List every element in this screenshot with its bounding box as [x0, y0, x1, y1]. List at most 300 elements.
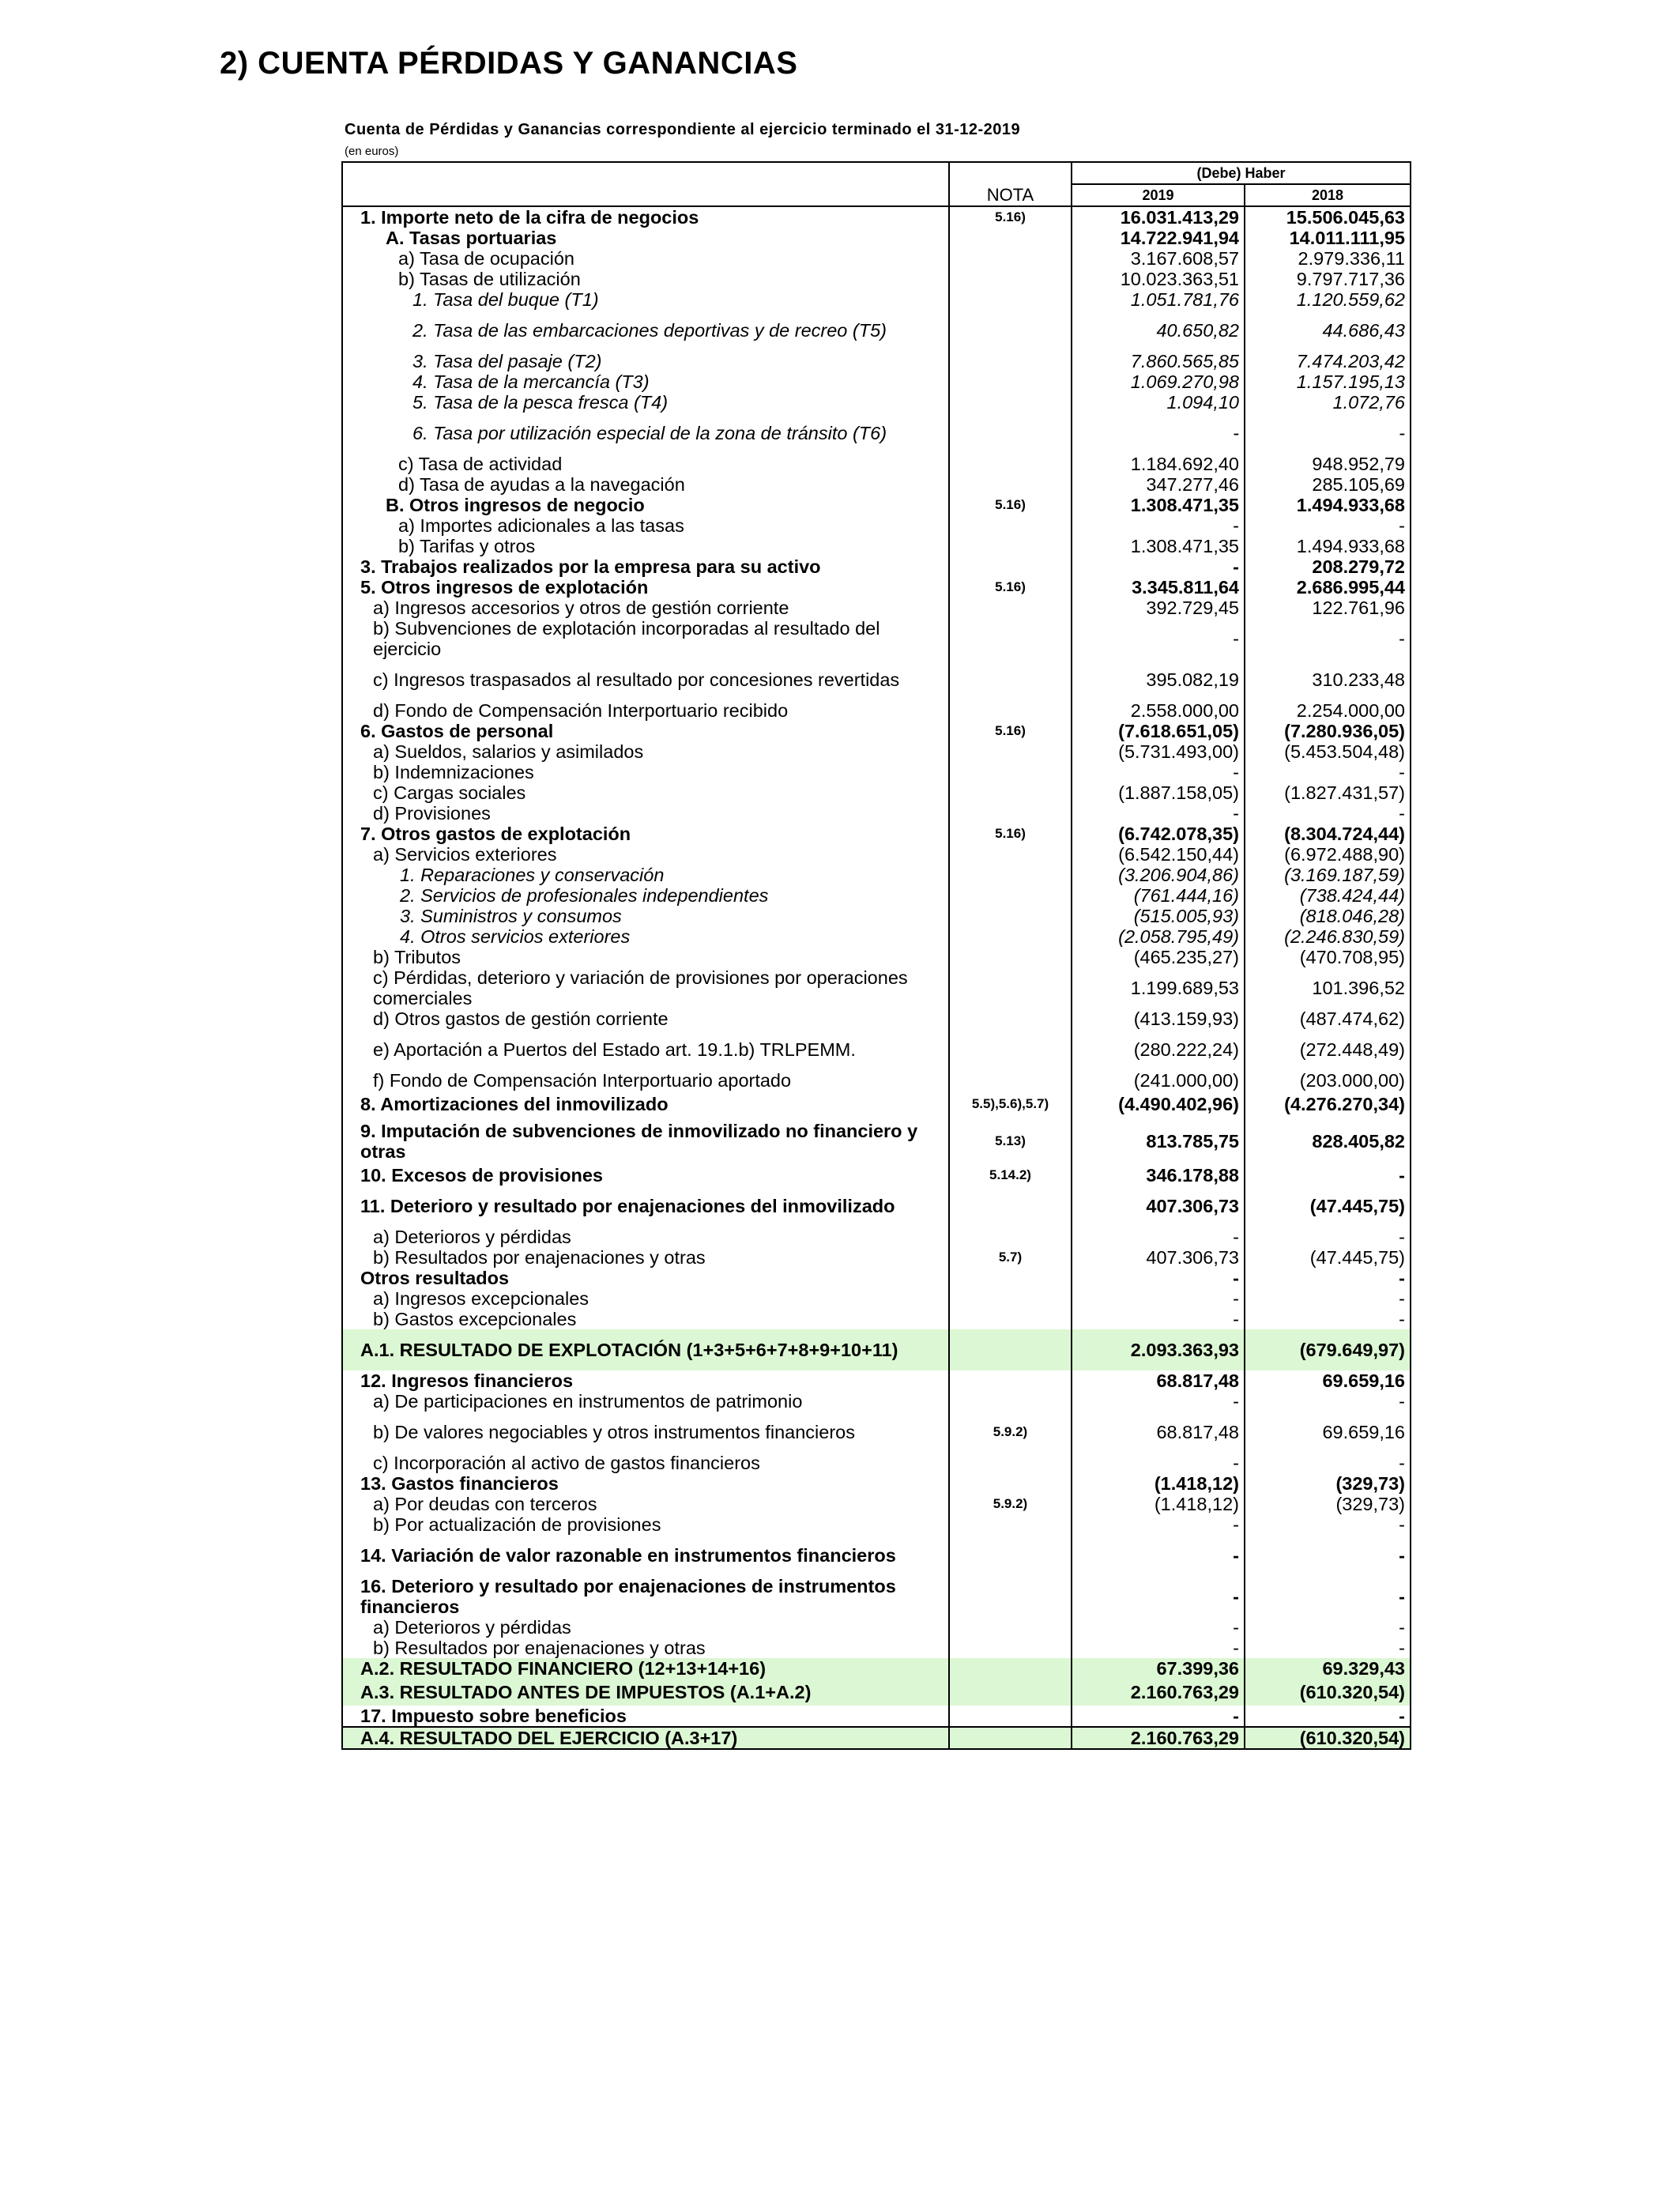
row-value-2018: -: [1245, 1576, 1411, 1617]
row-nota: [949, 515, 1072, 536]
row-value-2018: (610.320,54): [1245, 1727, 1411, 1749]
row-value-2019: 3.167.608,57: [1072, 248, 1245, 269]
row-label: A.3. RESULTADO ANTES DE IMPUESTOS (A.1+A.2): [342, 1679, 949, 1706]
row-value-2019: -: [1072, 762, 1245, 782]
row-label: 16. Deterioro y resultado por enajenaciones de instrumentos financieros: [342, 1576, 949, 1617]
table-row: [342, 1370, 1411, 1391]
row-label: 8. Amortizaciones del inmovilizado: [342, 1091, 949, 1118]
row-value-2019: -: [1072, 1309, 1245, 1329]
row-label: 4. Otros servicios exteriores: [342, 926, 949, 947]
row-label: 5. Tasa de la pesca fresca (T4): [342, 392, 949, 413]
table-row: [342, 1227, 1411, 1247]
row-label: b) De valores negociables y otros instrumentos financieros: [342, 1412, 949, 1453]
table-row: [342, 371, 1411, 392]
row-nota: [949, 351, 1072, 371]
row-nota: [949, 741, 1072, 762]
row-label: 6. Tasa por utilización especial de la zona de tránsito (T6): [342, 413, 949, 454]
row-value-2018: -: [1245, 1535, 1411, 1576]
table-row: [342, 906, 1411, 926]
table-row: [342, 1658, 1411, 1679]
row-nota: [949, 618, 1072, 659]
row-value-2018: 208.279,72: [1245, 556, 1411, 577]
row-value-2018: (7.280.936,05): [1245, 721, 1411, 741]
table-row: [342, 1535, 1411, 1576]
row-value-2019: (761.444,16): [1072, 885, 1245, 906]
currency-units-note: (en euros): [345, 145, 399, 158]
row-nota: [949, 1186, 1072, 1227]
table-row: [342, 1118, 1411, 1165]
header-year-2018: 2018: [1245, 184, 1411, 206]
row-label: a) Ingresos excepcionales: [342, 1288, 949, 1309]
row-value-2018: 69.329,43: [1245, 1658, 1411, 1679]
row-nota: 5.16): [949, 824, 1072, 844]
row-nota: [949, 865, 1072, 885]
table-row: [342, 1679, 1411, 1706]
row-nota: [949, 1391, 1072, 1412]
row-label: 10. Excesos de provisiones: [342, 1165, 949, 1186]
table-row: [342, 392, 1411, 413]
row-label: d) Tasa de ayudas a la navegación: [342, 474, 949, 495]
row-label: a) De participaciones en instrumentos de patrimonio: [342, 1391, 949, 1412]
table-row: [342, 289, 1411, 310]
row-nota: [949, 536, 1072, 556]
row-label: a) Servicios exteriores: [342, 844, 949, 865]
row-label: b) Tarifas y otros: [342, 536, 949, 556]
row-label: d) Otros gastos de gestión corriente: [342, 1008, 949, 1029]
row-value-2018: (47.445,75): [1245, 1186, 1411, 1227]
row-nota: 5.16): [949, 495, 1072, 515]
row-value-2019: (1.418,12): [1072, 1494, 1245, 1514]
row-nota: [949, 248, 1072, 269]
row-label: a) Deterioros y pérdidas: [342, 1617, 949, 1638]
row-value-2019: -: [1072, 1535, 1245, 1576]
row-value-2019: 407.306,73: [1072, 1186, 1245, 1227]
row-nota: [949, 1473, 1072, 1494]
row-value-2019: -: [1072, 1268, 1245, 1288]
row-value-2018: 2.254.000,00: [1245, 700, 1411, 721]
row-label: 2. Tasa de las embarcaciones deportivas y de recreo (T5): [342, 310, 949, 351]
table-row: [342, 700, 1411, 721]
table-row: [342, 618, 1411, 659]
row-nota: [949, 413, 1072, 454]
row-value-2019: 68.817,48: [1072, 1370, 1245, 1391]
table-row: [342, 1288, 1411, 1309]
table-row: [342, 1391, 1411, 1412]
row-value-2019: 7.860.565,85: [1072, 351, 1245, 371]
table-row: [342, 556, 1411, 577]
row-value-2019: 3.345.811,64: [1072, 577, 1245, 598]
row-value-2019: 2.558.000,00: [1072, 700, 1245, 721]
row-nota: [949, 906, 1072, 926]
header-empty-cell: [342, 162, 949, 184]
row-nota: [949, 1008, 1072, 1029]
row-value-2018: (47.445,75): [1245, 1247, 1411, 1268]
table-row: [342, 865, 1411, 885]
row-nota: [949, 1535, 1072, 1576]
row-nota: [949, 1617, 1072, 1638]
row-label: 7. Otros gastos de explotación: [342, 824, 949, 844]
table-row: [342, 577, 1411, 598]
row-value-2018: 1.494.933,68: [1245, 536, 1411, 556]
row-value-2019: -: [1072, 803, 1245, 824]
row-nota: [949, 598, 1072, 618]
row-nota: [949, 659, 1072, 700]
table-row: [342, 1473, 1411, 1494]
row-value-2018: 122.761,96: [1245, 598, 1411, 618]
row-nota: [949, 310, 1072, 351]
row-value-2018: 9.797.717,36: [1245, 269, 1411, 289]
table-row: [342, 1309, 1411, 1329]
row-value-2018: 69.659,16: [1245, 1370, 1411, 1391]
row-value-2019: (465.235,27): [1072, 947, 1245, 967]
row-label: e) Aportación a Puertos del Estado art. 19.1.b) TRLPEMM.: [342, 1029, 949, 1070]
row-nota: [949, 967, 1072, 1008]
table-row: [342, 1008, 1411, 1029]
row-label: a) Deterioros y pérdidas: [342, 1227, 949, 1247]
table-row: [342, 1165, 1411, 1186]
table-row: [342, 598, 1411, 618]
row-label: 1. Reparaciones y conservación: [342, 865, 949, 885]
row-value-2018: (5.453.504,48): [1245, 741, 1411, 762]
row-value-2019: (4.490.402,96): [1072, 1091, 1245, 1118]
row-nota: [949, 1706, 1072, 1727]
row-value-2018: 948.952,79: [1245, 454, 1411, 474]
row-value-2019: -: [1072, 1638, 1245, 1658]
row-label: a) Tasa de ocupación: [342, 248, 949, 269]
row-value-2018: 1.120.559,62: [1245, 289, 1411, 310]
row-value-2018: -: [1245, 618, 1411, 659]
row-nota: [949, 1370, 1072, 1391]
row-nota: [949, 1309, 1072, 1329]
row-value-2019: -: [1072, 556, 1245, 577]
row-value-2019: 2.160.763,29: [1072, 1727, 1245, 1749]
table-row: [342, 206, 1411, 228]
row-label: c) Pérdidas, deterioro y variación de provisiones por operaciones comerciales: [342, 967, 949, 1008]
row-value-2018: 1.157.195,13: [1245, 371, 1411, 392]
row-label: A. Tasas portuarias: [342, 228, 949, 248]
table-row: [342, 351, 1411, 371]
row-value-2018: (8.304.724,44): [1245, 824, 1411, 844]
row-label: a) Importes adicionales a las tasas: [342, 515, 949, 536]
row-nota: [949, 1268, 1072, 1288]
row-value-2018: -: [1245, 803, 1411, 824]
row-value-2018: -: [1245, 1165, 1411, 1186]
row-label: 3. Trabajos realizados por la empresa para su activo: [342, 556, 949, 577]
row-label: d) Fondo de Compensación Interportuario recibido: [342, 700, 949, 721]
row-value-2018: -: [1245, 1227, 1411, 1247]
row-value-2019: -: [1072, 1227, 1245, 1247]
row-nota: [949, 556, 1072, 577]
table-row: [342, 741, 1411, 762]
page-title: 2) CUENTA PÉRDIDAS Y GANANCIAS: [220, 46, 798, 81]
row-label: A.2. RESULTADO FINANCIERO (12+13+14+16): [342, 1658, 949, 1679]
row-value-2019: (280.222,24): [1072, 1029, 1245, 1070]
row-label: 11. Deterioro y resultado por enajenaciones del inmovilizado: [342, 1186, 949, 1227]
row-value-2019: 40.650,82: [1072, 310, 1245, 351]
row-value-2018: (487.474,62): [1245, 1008, 1411, 1029]
header-debe-haber: (Debe) Haber: [1072, 162, 1411, 184]
row-label: b) Tasas de utilización: [342, 269, 949, 289]
row-value-2018: (818.046,28): [1245, 906, 1411, 926]
table-row: [342, 1706, 1411, 1727]
row-value-2018: -: [1245, 1638, 1411, 1658]
row-label: a) Por deudas con terceros: [342, 1494, 949, 1514]
table-row: [342, 1453, 1411, 1473]
table-row: [342, 1091, 1411, 1118]
table-row: [342, 1186, 1411, 1227]
row-value-2019: 1.184.692,40: [1072, 454, 1245, 474]
row-label: c) Tasa de actividad: [342, 454, 949, 474]
row-value-2019: 407.306,73: [1072, 1247, 1245, 1268]
row-label: b) Gastos excepcionales: [342, 1309, 949, 1329]
row-value-2019: (5.731.493,00): [1072, 741, 1245, 762]
row-value-2019: -: [1072, 413, 1245, 454]
row-value-2018: -: [1245, 762, 1411, 782]
row-label: b) Indemnizaciones: [342, 762, 949, 782]
table-row: [342, 536, 1411, 556]
row-label: b) Resultados por enajenaciones y otras: [342, 1638, 949, 1658]
table-row: [342, 762, 1411, 782]
row-value-2019: 395.082,19: [1072, 659, 1245, 700]
table-row: [342, 926, 1411, 947]
row-value-2018: 101.396,52: [1245, 967, 1411, 1008]
row-value-2019: (6.742.078,35): [1072, 824, 1245, 844]
row-value-2019: (515.005,93): [1072, 906, 1245, 926]
row-value-2018: -: [1245, 413, 1411, 454]
table-row: [342, 1247, 1411, 1268]
table-row: [342, 967, 1411, 1008]
row-label: 1. Importe neto de la cifra de negocios: [342, 206, 949, 228]
row-label: B. Otros ingresos de negocio: [342, 495, 949, 515]
row-value-2018: 2.979.336,11: [1245, 248, 1411, 269]
row-value-2019: 10.023.363,51: [1072, 269, 1245, 289]
table-row: [342, 803, 1411, 824]
row-value-2019: -: [1072, 1288, 1245, 1309]
row-label: 6. Gastos de personal: [342, 721, 949, 741]
table-row: [342, 495, 1411, 515]
row-nota: [949, 392, 1072, 413]
row-nota: 5.9.2): [949, 1494, 1072, 1514]
row-value-2018: -: [1245, 1617, 1411, 1638]
row-label: Otros resultados: [342, 1268, 949, 1288]
row-value-2019: (3.206.904,86): [1072, 865, 1245, 885]
row-value-2018: -: [1245, 1453, 1411, 1473]
row-value-2018: -: [1245, 1288, 1411, 1309]
table-row: [342, 413, 1411, 454]
statement-subtitle: Cuenta de Pérdidas y Ganancias correspondiente al ejercicio terminado el 31-12-2019: [345, 121, 1021, 138]
row-value-2018: -: [1245, 1514, 1411, 1535]
row-value-2018: (679.649,97): [1245, 1329, 1411, 1370]
row-value-2018: (610.320,54): [1245, 1679, 1411, 1706]
row-value-2019: 67.399,36: [1072, 1658, 1245, 1679]
header-empty-cell: [342, 184, 949, 206]
row-value-2018: (3.169.187,59): [1245, 865, 1411, 885]
row-value-2019: -: [1072, 1576, 1245, 1617]
table-row: [342, 1268, 1411, 1288]
table-row: [342, 1070, 1411, 1091]
table-row: [342, 269, 1411, 289]
row-label: b) Resultados por enajenaciones y otras: [342, 1247, 949, 1268]
row-label: a) Sueldos, salarios y asimilados: [342, 741, 949, 762]
table-row: [342, 1494, 1411, 1514]
row-nota: 5.16): [949, 721, 1072, 741]
row-label: c) Ingresos traspasados al resultado por concesiones revertidas: [342, 659, 949, 700]
row-label: A.1. RESULTADO DE EXPLOTACIÓN (1+3+5+6+7+8+9+10+11): [342, 1329, 949, 1370]
row-value-2018: 1.072,76: [1245, 392, 1411, 413]
row-label: f) Fondo de Compensación Interportuario aportado: [342, 1070, 949, 1091]
row-nota: [949, 1576, 1072, 1617]
row-value-2018: (2.246.830,59): [1245, 926, 1411, 947]
row-value-2019: 1.199.689,53: [1072, 967, 1245, 1008]
row-label: 17. Impuesto sobre beneficios: [342, 1706, 949, 1727]
row-label: a) Ingresos accesorios y otros de gestión corriente: [342, 598, 949, 618]
row-value-2019: 1.069.270,98: [1072, 371, 1245, 392]
row-value-2018: 2.686.995,44: [1245, 577, 1411, 598]
table-row: [342, 1638, 1411, 1658]
row-nota: [949, 1727, 1072, 1749]
row-value-2019: (7.618.651,05): [1072, 721, 1245, 741]
row-label: 4. Tasa de la mercancía (T3): [342, 371, 949, 392]
row-nota: [949, 885, 1072, 906]
table-row: [342, 1727, 1411, 1749]
row-value-2019: -: [1072, 515, 1245, 536]
row-value-2018: -: [1245, 515, 1411, 536]
row-value-2019: -: [1072, 1453, 1245, 1473]
row-nota: 5.9.2): [949, 1412, 1072, 1453]
row-nota: [949, 269, 1072, 289]
row-label: d) Provisiones: [342, 803, 949, 824]
row-nota: 5.16): [949, 206, 1072, 228]
row-nota: 5.7): [949, 1247, 1072, 1268]
row-value-2019: 16.031.413,29: [1072, 206, 1245, 228]
table-row: [342, 1514, 1411, 1535]
row-nota: 5.14.2): [949, 1165, 1072, 1186]
row-nota: [949, 1329, 1072, 1370]
row-value-2019: 347.277,46: [1072, 474, 1245, 495]
row-nota: [949, 1070, 1072, 1091]
row-label: b) Tributos: [342, 947, 949, 967]
row-nota: [949, 371, 1072, 392]
row-value-2018: (329,73): [1245, 1473, 1411, 1494]
table-row: [342, 228, 1411, 248]
row-value-2018: -: [1245, 1309, 1411, 1329]
row-value-2018: (1.827.431,57): [1245, 782, 1411, 803]
row-label: 14. Variación de valor razonable en instrumentos financieros: [342, 1535, 949, 1576]
row-value-2018: -: [1245, 1706, 1411, 1727]
table-header-row-1: [342, 162, 1411, 184]
row-value-2019: 1.308.471,35: [1072, 495, 1245, 515]
table-row: [342, 515, 1411, 536]
row-nota: [949, 926, 1072, 947]
row-value-2019: 2.093.363,93: [1072, 1329, 1245, 1370]
table-header-row-2: [342, 184, 1411, 206]
table-row: [342, 1576, 1411, 1617]
row-value-2018: (6.972.488,90): [1245, 844, 1411, 865]
row-label: 3. Suministros y consumos: [342, 906, 949, 926]
row-nota: [949, 1679, 1072, 1706]
row-value-2018: 44.686,43: [1245, 310, 1411, 351]
table-row: [342, 659, 1411, 700]
table-row: [342, 454, 1411, 474]
row-nota: 5.13): [949, 1118, 1072, 1165]
table-row: [342, 885, 1411, 906]
row-value-2019: (6.542.150,44): [1072, 844, 1245, 865]
row-value-2018: (738.424,44): [1245, 885, 1411, 906]
row-nota: [949, 1638, 1072, 1658]
row-value-2019: (413.159,93): [1072, 1008, 1245, 1029]
table-row: [342, 248, 1411, 269]
table-row: [342, 782, 1411, 803]
row-nota: [949, 1288, 1072, 1309]
row-label: 9. Imputación de subvenciones de inmovilizado no financiero y otras: [342, 1118, 949, 1165]
row-value-2018: 69.659,16: [1245, 1412, 1411, 1453]
row-label: b) Subvenciones de explotación incorporadas al resultado del ejercicio: [342, 618, 949, 659]
header-empty-cell: [949, 162, 1072, 184]
row-value-2018: 828.405,82: [1245, 1118, 1411, 1165]
row-nota: [949, 228, 1072, 248]
row-value-2018: 310.233,48: [1245, 659, 1411, 700]
header-nota: NOTA: [949, 184, 1072, 206]
row-value-2019: 1.094,10: [1072, 392, 1245, 413]
row-value-2019: -: [1072, 1514, 1245, 1535]
row-label: c) Incorporación al activo de gastos financieros: [342, 1453, 949, 1473]
row-nota: 5.16): [949, 577, 1072, 598]
row-value-2019: -: [1072, 1617, 1245, 1638]
row-nota: [949, 1227, 1072, 1247]
row-label: c) Cargas sociales: [342, 782, 949, 803]
table-row: [342, 1329, 1411, 1370]
row-value-2018: 14.011.111,95: [1245, 228, 1411, 248]
row-value-2019: 2.160.763,29: [1072, 1679, 1245, 1706]
row-value-2018: (272.448,49): [1245, 1029, 1411, 1070]
row-value-2018: (329,73): [1245, 1494, 1411, 1514]
row-label: 2. Servicios de profesionales independientes: [342, 885, 949, 906]
row-value-2018: -: [1245, 1391, 1411, 1412]
row-value-2019: (241.000,00): [1072, 1070, 1245, 1091]
row-nota: [949, 803, 1072, 824]
header-year-2019: 2019: [1072, 184, 1245, 206]
row-value-2018: -: [1245, 1268, 1411, 1288]
row-nota: [949, 844, 1072, 865]
row-value-2019: 14.722.941,94: [1072, 228, 1245, 248]
row-value-2018: 7.474.203,42: [1245, 351, 1411, 371]
table-row: [342, 824, 1411, 844]
row-value-2019: 813.785,75: [1072, 1118, 1245, 1165]
row-value-2018: (203.000,00): [1245, 1070, 1411, 1091]
row-value-2019: 1.308.471,35: [1072, 536, 1245, 556]
table-row: [342, 844, 1411, 865]
row-nota: [949, 454, 1072, 474]
row-label: 3. Tasa del pasaje (T2): [342, 351, 949, 371]
table-row: [342, 947, 1411, 967]
table-row: [342, 1617, 1411, 1638]
row-label: 13. Gastos financieros: [342, 1473, 949, 1494]
row-value-2019: 1.051.781,76: [1072, 289, 1245, 310]
row-value-2019: (1.418,12): [1072, 1473, 1245, 1494]
table-row: [342, 1412, 1411, 1453]
row-nota: [949, 1514, 1072, 1535]
table-row: [342, 1029, 1411, 1070]
table-row: [342, 474, 1411, 495]
row-label: 12. Ingresos financieros: [342, 1370, 949, 1391]
table-row: [342, 310, 1411, 351]
row-nota: [949, 1658, 1072, 1679]
row-value-2018: 1.494.933,68: [1245, 495, 1411, 515]
row-nota: [949, 1029, 1072, 1070]
row-value-2019: -: [1072, 1706, 1245, 1727]
row-value-2018: 285.105,69: [1245, 474, 1411, 495]
row-value-2018: 15.506.045,63: [1245, 206, 1411, 228]
